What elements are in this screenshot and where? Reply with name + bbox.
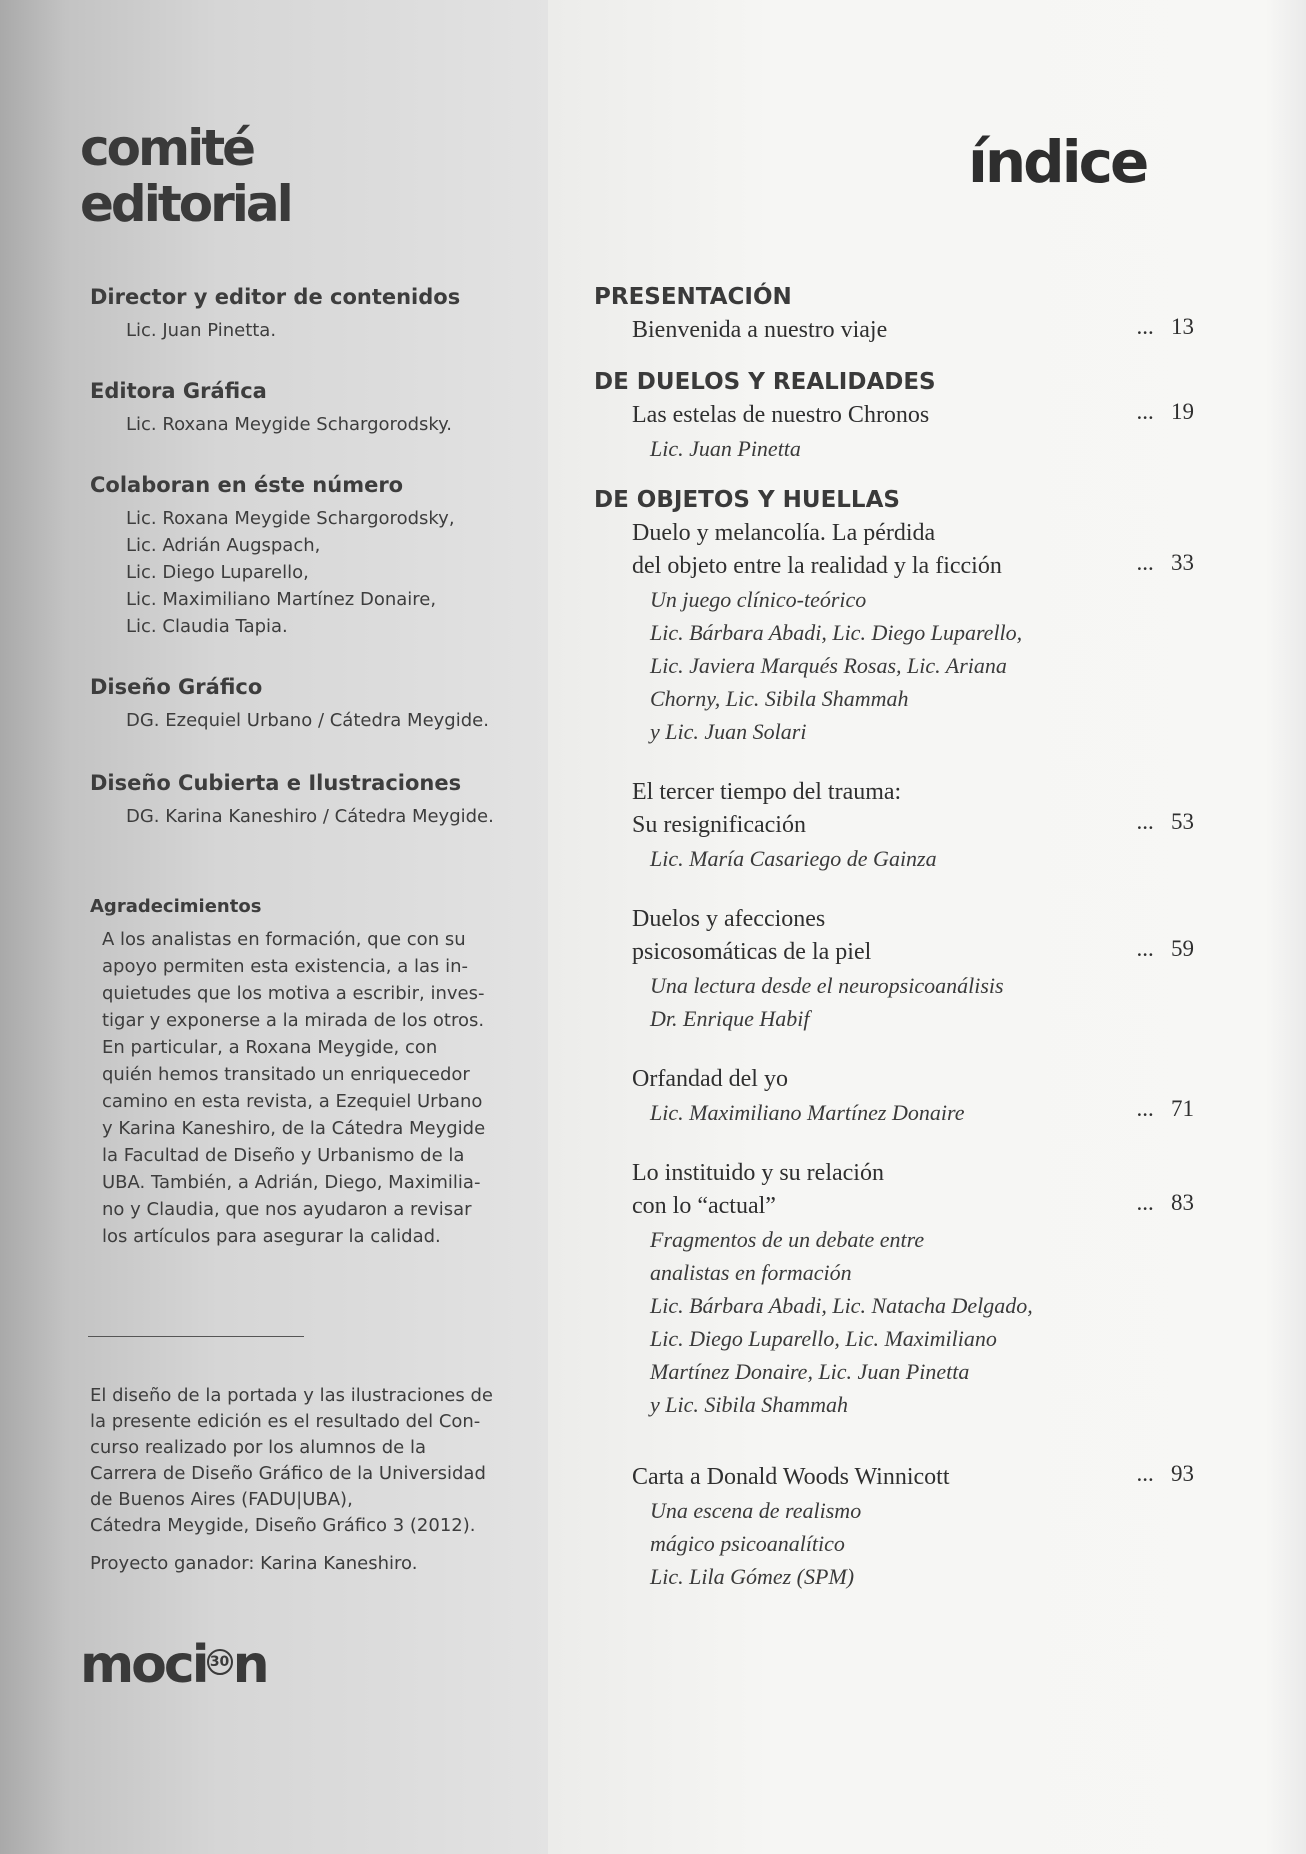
entry-author: Martínez Donaire, Lic. Juan Pinetta	[650, 1359, 970, 1384]
divider-rule	[88, 1336, 304, 1337]
thanks-line: quietudes que los motiva a escribir, inves-	[102, 983, 485, 1004]
entry-page: ... 33	[1136, 550, 1194, 575]
credits-line: Carrera de Diseño Gráfico de la Universidad	[90, 1463, 486, 1484]
diseno-block	[90, 675, 530, 734]
thanks-line: A los analistas en formación, que con su	[102, 929, 466, 950]
thanks-line: y Karina Kaneshiro, de la Cátedra Meygide	[102, 1118, 486, 1139]
entry-subtitle: analistas en formación	[650, 1260, 852, 1285]
diseno-name: DG. Ezequiel Urbano / Cátedra Meygide.	[126, 710, 489, 731]
entry-page: ... 53	[1136, 809, 1194, 834]
thanks-line: camino en esta revista, a Ezequiel Urbano	[102, 1091, 483, 1112]
entry-subtitle: mágico psicoanalítico	[650, 1531, 845, 1556]
entry-author: Dr. Enrique Habif	[650, 1006, 810, 1031]
colaborador-name: Lic. Diego Luparello,	[126, 562, 309, 583]
colaborador-name: Lic. Adrián Augspach,	[126, 535, 321, 556]
credits-line: de Buenos Aires (FADU|UBA),	[90, 1489, 353, 1510]
agradecimientos-title: Agradecimientos	[90, 896, 262, 917]
section-presentacion: PRESENTACIÓN	[594, 284, 792, 310]
director-name: Lic. Juan Pinetta.	[126, 320, 277, 341]
table-of-contents	[594, 284, 1194, 1593]
entry-author: y Lic. Sibila Shammah	[650, 1392, 848, 1417]
entry-title: Bienvenida a nuestro viaje	[632, 317, 888, 343]
entry-title: Carta a Donald Woods Winnicott	[632, 1464, 950, 1490]
editora-title: Editora Gráfica	[90, 379, 267, 403]
cubierta-title: Diseño Cubierta e Ilustraciones	[90, 771, 462, 795]
section-duelos: DE DUELOS Y REALIDADES	[594, 369, 936, 395]
editora-block	[90, 379, 530, 438]
entry-author: Lic. Maximiliano Martínez Donaire	[650, 1100, 965, 1125]
entry-page: ... 19	[1136, 399, 1194, 424]
entry-author: y Lic. Juan Solari	[650, 719, 807, 744]
thanks-line: UBA. También, a Adrián, Diego, Maximilia-	[102, 1172, 481, 1193]
toc-entry[interactable]	[594, 1157, 1194, 1421]
credits-line: El diseño de la portada y las ilustraciones de	[90, 1385, 493, 1406]
colaborador-name: Lic. Roxana Meygide Schargorodsky,	[126, 508, 455, 529]
colaboran-title: Colaboran en éste número	[90, 473, 404, 497]
entry-page: ... 71	[1136, 1096, 1194, 1121]
thanks-line: no y Claudia, que nos ayudaron a revisar	[102, 1199, 472, 1220]
entry-author: Chorny, Lic. Sibila Shammah	[650, 686, 909, 711]
page-spine-shadow	[1266, 0, 1306, 1854]
thanks-line: apoyo permiten esta existencia, a las in-	[102, 956, 468, 977]
colaborador-name: Lic. Claudia Tapia.	[126, 616, 288, 637]
entry-title: El tercer tiempo del trauma:	[632, 779, 902, 805]
page-number-badge: 30	[207, 1649, 233, 1675]
entry-title: Duelos y afecciones	[632, 906, 826, 932]
entry-page: ... 83	[1136, 1190, 1194, 1215]
credits-line: la presente edición es el resultado del Con-	[90, 1411, 481, 1432]
toc-entry[interactable]	[594, 399, 1194, 465]
heading-line-1: comité	[80, 119, 254, 177]
entry-author: Lic. Bárbara Abadi, Lic. Natacha Delgado,	[650, 1293, 1033, 1318]
entry-subtitle: Una escena de realismo	[650, 1498, 862, 1523]
credits-block	[90, 1383, 530, 1577]
toc-entry[interactable]	[594, 903, 1194, 1035]
thanks-line: quién hemos transitado un enriquecedor	[102, 1064, 470, 1085]
entry-author: Lic. Javiera Marqués Rosas, Lic. Ariana	[650, 653, 1007, 678]
entry-title: psicosomáticas de la piel	[632, 939, 872, 965]
thanks-line: los artículos para asegurar la calidad.	[102, 1226, 441, 1247]
entry-title: Lo instituido y su relación	[632, 1160, 884, 1186]
entry-page: ... 93	[1136, 1461, 1194, 1486]
entry-author: Lic. Juan Pinetta	[650, 436, 801, 461]
indice-heading: índice	[968, 128, 1147, 196]
entry-title: Duelo y melancolía. La pérdida	[632, 520, 936, 546]
entry-subtitle: Fragmentos de un debate entre	[650, 1227, 925, 1252]
entry-author: Lic. Bárbara Abadi, Lic. Diego Luparello,	[650, 620, 1023, 645]
cubierta-name: DG. Karina Kaneshiro / Cátedra Meygide.	[126, 806, 494, 827]
agradecimientos-block	[90, 893, 530, 1250]
thanks-line: la Facultad de Diseño y Urbanismo de la	[102, 1145, 465, 1166]
cubierta-block	[90, 771, 530, 830]
thanks-line: tigar y exponerse a la mirada de los otros.	[102, 1010, 485, 1031]
credits-line: curso realizado por los alumnos de la	[90, 1437, 426, 1458]
entry-title: Orfandad del yo	[632, 1066, 788, 1092]
heading-line-2: editorial	[80, 175, 291, 233]
logo-text-a: moci	[80, 1635, 207, 1695]
entry-page: ... 59	[1136, 936, 1194, 961]
editora-name: Lic. Roxana Meygide Schargorodsky.	[126, 414, 452, 435]
entry-page: ... 13	[1136, 314, 1194, 339]
colaboran-block	[90, 473, 530, 640]
entry-author: Lic. Lila Gómez (SPM)	[650, 1564, 855, 1589]
entry-author: Lic. María Casariego de Gainza	[650, 846, 937, 871]
toc-entry[interactable]	[594, 776, 1194, 875]
thanks-line: En particular, a Roxana Meygide, con	[102, 1037, 438, 1058]
colaborador-name: Lic. Maximiliano Martínez Donaire,	[126, 589, 437, 610]
entry-author: Lic. Diego Luparello, Lic. Maximiliano	[650, 1326, 997, 1351]
entry-title: Su resignificación	[632, 812, 806, 838]
toc-entry[interactable]	[594, 1461, 1194, 1593]
credits-line: Cátedra Meygide, Diseño Gráfico 3 (2012).	[90, 1515, 476, 1536]
toc-entry[interactable]	[594, 1063, 1194, 1129]
toc-entry[interactable]	[594, 517, 1194, 748]
section-objetos: DE OBJETOS Y HUELLAS	[594, 487, 900, 513]
credits-line: Proyecto ganador: Karina Kaneshiro.	[90, 1553, 418, 1574]
diseno-title: Diseño Gráfico	[90, 675, 263, 699]
toc-entry[interactable]	[594, 314, 1194, 347]
entry-title: del objeto entre la realidad y la ficción	[632, 553, 1002, 579]
entry-subtitle: Un juego clínico-teórico	[650, 587, 867, 612]
director-block	[90, 285, 530, 344]
comite-editorial-heading	[80, 120, 291, 232]
entry-title: Las estelas de nuestro Chronos	[632, 402, 930, 428]
entry-title: con lo “actual”	[632, 1193, 776, 1219]
entry-subtitle: Una lectura desde el neuropsicoanálisis	[650, 973, 1004, 998]
mocion-logo	[80, 1635, 267, 1695]
logo-text-b: n	[232, 1635, 267, 1695]
director-title: Director y editor de contenidos	[90, 285, 461, 309]
